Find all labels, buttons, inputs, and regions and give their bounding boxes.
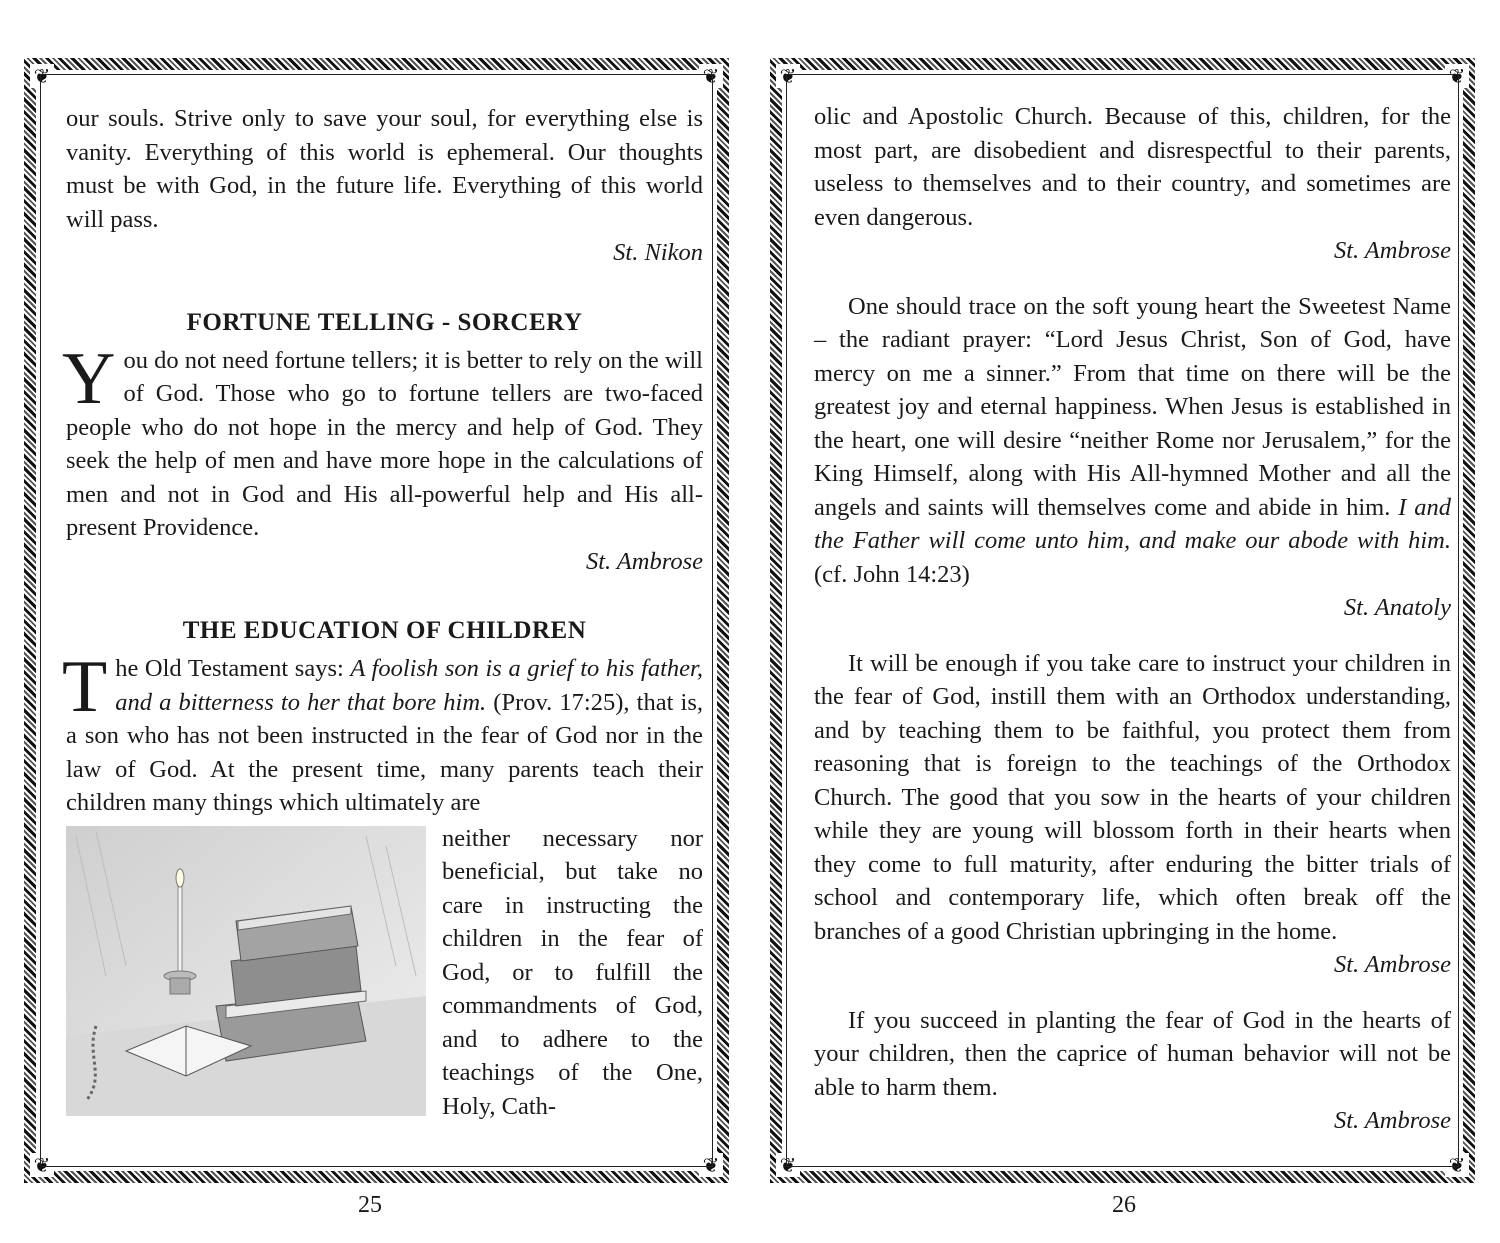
corner-ornament: ❦ [776, 64, 800, 88]
corner-ornament: ❦ [776, 1153, 800, 1177]
right-page-text [814, 100, 1451, 1143]
scripture-quote: A foolish son is a grief to his father, and a bitterness to her that bore him. [115, 655, 703, 716]
paragraph-text: (Prov. 17:25), that is, a son who has not been instructed in the fear of God nor in the law of God. At the present time, many parents teach their children many things which ultimately are [66, 688, 703, 816]
corner-ornament: ❦ [30, 64, 54, 88]
attribution: St. Nikon [613, 239, 703, 266]
corner-ornament: ❦ [699, 64, 723, 88]
right-page [770, 58, 1475, 1183]
section-heading: FORTUNE TELLING - SORCERY [186, 308, 583, 336]
paragraph-text: ou do not need fortune tellers; it is better to rely on the will of God. Those who go to fortune tellers are two-faced people who do not hope in the mercy and help of God. They seek the help of men and have more hope in the calculations of men and not in God and His all-powerful help and His all-present Providence. [66, 346, 703, 541]
attribution: St. Anatoly [1343, 594, 1451, 621]
paragraph: our souls. Strive only to save your soul, for everything else is vanity. Everything of this world is ephemeral. Our thoughts must be with God, in the future life. Everything of this world will pass. [66, 105, 703, 233]
paragraph: If you succeed in planting the fear of God in the hearts of your children, then the caprice of human behavior will not be able to harm them. [814, 1006, 1451, 1101]
paragraph [814, 290, 1451, 592]
left-page-text [62, 102, 703, 1143]
attribution: St. Ambrose [1333, 237, 1451, 264]
paragraph: olic and Apostolic Church. Because of this, children, for the most part, are disobedient and disrespectful to their parents, useless to themselves and to their country, and sometimes are even dangerous. [814, 103, 1451, 231]
corner-ornament: ❦ [1445, 64, 1469, 88]
left-page [24, 58, 729, 1183]
books-candle-illustration [66, 826, 426, 1116]
attribution: St. Ambrose [1333, 1107, 1451, 1134]
corner-ornament: ❦ [30, 1153, 54, 1177]
drop-cap: T [62, 646, 108, 728]
paragraph-text: he Old Testament says: [115, 655, 351, 682]
page-number: 25 [358, 1192, 382, 1218]
section-heading: THE EDUCATION OF CHILDREN [182, 617, 587, 644]
paragraph-wrap-text: neither necessary nor beneficial, but take no care in instructing the children in the fear of God, or to fulfill the commandments of God, and to adhere to the teachings of the One, Holy, Cath- [442, 824, 703, 1120]
attribution: St. Ambrose [1333, 951, 1451, 978]
drop-cap: Y [62, 337, 116, 420]
paragraph-text: One should trace on the soft young heart the Sweetest Name – the radiant prayer: “Lord Jesus Christ, Son of God, have mercy on me a sinner.” From that time on there will be the greatest joy and eternal happiness. When Jesus is established in the heart, one will desire “neither Rome nor Jerusalem,” for the King Himself, along with His All-hymned Mother and all the angels and saints will themselves come and abide in him. [814, 292, 1451, 521]
paragraph [62, 646, 703, 820]
paragraph-text: (cf. John 14:23) [814, 560, 970, 588]
paragraph: It will be enough if you take care to instruct your children in the fear of God, instill them with an Orthodox understanding, and by teaching them to be faithful, you protect them from reasoning that is foreign to the teachings of the Orthodox Church. The good that you sow in the hearts of your children while they are young will blossom forth in their hearts when they come to full maturity, after enduring the bitter trials of school and contemporary life, which often break off the branches of a good Christian upbringing in the home. [814, 649, 1451, 945]
scripture-quote: I and the Father will come unto him, and make our abode with him. [814, 493, 1451, 554]
corner-ornament: ❦ [1445, 1153, 1469, 1177]
corner-ornament: ❦ [699, 1153, 723, 1177]
figure-block [66, 822, 703, 1124]
paragraph [62, 337, 703, 545]
attribution: St. Ambrose [585, 547, 703, 575]
page-number: 26 [1112, 1192, 1136, 1218]
